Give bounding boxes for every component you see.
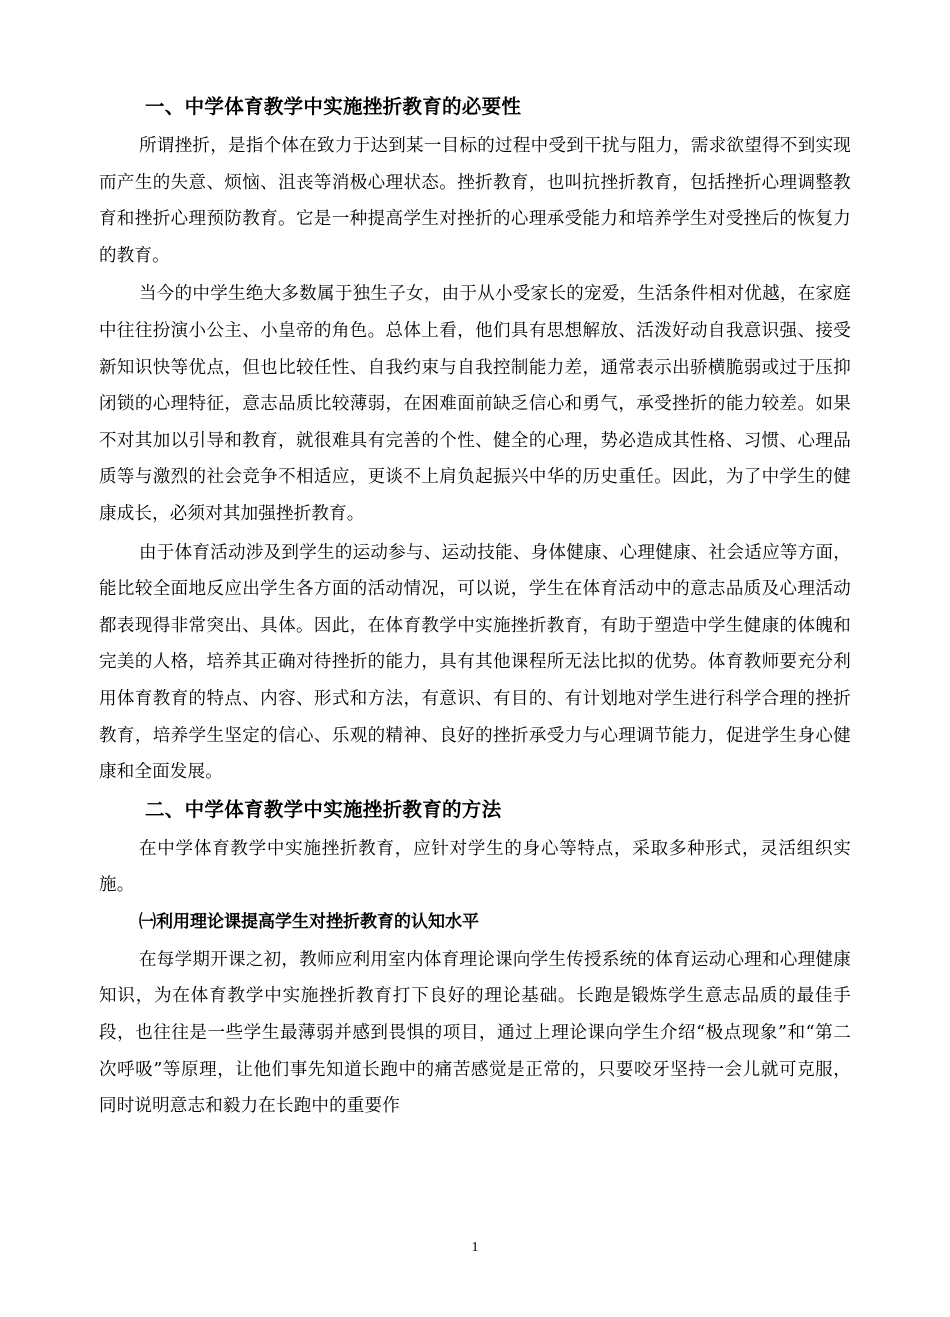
subsection-heading: ㈠利用理论课提高学生对挫折教育的认知水平 [139, 911, 479, 932]
body-paragraph: 由于体育活动涉及到学生的运动参与、运动技能、身体健康、心理健康、社会适应等方面，能比较全面地反应出学生各方面的活动情况，可以说，学生在体育活动中的意志品质及心理活动都表现得非常突出、具体。因此，在体育教学中实施挫折教育，有助于塑造中学生健康的体魄和完美的人格，培养其正确对待挫折的能力，具有其他课程所无法比拟的优势。体育教师要充分利用体育教育的特点、内容、形式和方法，有意识、有目的、有计划地对学生进行科学合理的挫折教育，培养学生坚定的信心、乐观的精神、良好的挫折承受力与心理调节能力，促进学生身心健康和全面发展。 [99, 542, 851, 783]
page-number: 1 [471, 1240, 479, 1255]
section-heading-2: 二、中学体育教学中实施挫折教育的方法 [145, 797, 502, 821]
body-paragraph: 所谓挫折，是指个体在致力于达到某一目标的过程中受到干扰与阻力，需求欲望得不到实现而产生的失意、烦恼、沮丧等消极心理状态。挫折教育，也叫抗挫折教育，包括挫折心理调整教育和挫折心理预防教育。它是一种提高学生对挫折的心理承受能力和培养学生对受挫后的恢复力的教育。 [99, 136, 851, 266]
page-body [99, 88, 851, 1125]
body-paragraph: 在每学期开课之初，教师应利用室内体育理论课向学生传授系统的体育运动心理和心理健康知识，为在体育教学中实施挫折教育打下良好的理论基础。长跑是锻炼学生意志品质的最佳手段，也往往是一些学生最薄弱并感到畏惧的项目，通过上理论课向学生介绍“极点现象”和“第二次呼吸”等原理，让他们事先知道长跑中的痛苦感觉是正常的，只要咬牙坚持一会儿就可克服，同时说明意志和毅力在长跑中的重要作 [99, 949, 851, 1117]
body-paragraph: 在中学体育教学中实施挫折教育，应针对学生的身心等特点，采取多种形式，灵活组织实施。 [99, 838, 851, 896]
body-paragraph: 当今的中学生绝大多数属于独生子女，由于从小受家长的宠爱，生活条件相对优越，在家庭中往往扮演小公主、小皇帝的角色。总体上看，他们具有思想解放、活泼好动自我意识强、接受新知识快等优点，但也比较任性、自我约束与自我控制能力差，通常表示出骄横脆弱或过于压抑闭锁的心理特征，意志品质比较薄弱，在困难面前缺乏信心和勇气，承受挫折的能力较差。如果不对其加以引导和教育，就很难具有完善的个性、健全的心理，势必造成其性格、习惯、心理品质等与激烈的社会竞争不相适应，更谈不上肩负起振兴中华的历史重任。因此，为了中学生的健康成长，必须对其加强挫折教育。 [99, 284, 851, 524]
section-heading-1: 一、中学体育教学中实施挫折教育的必要性 [145, 95, 522, 118]
